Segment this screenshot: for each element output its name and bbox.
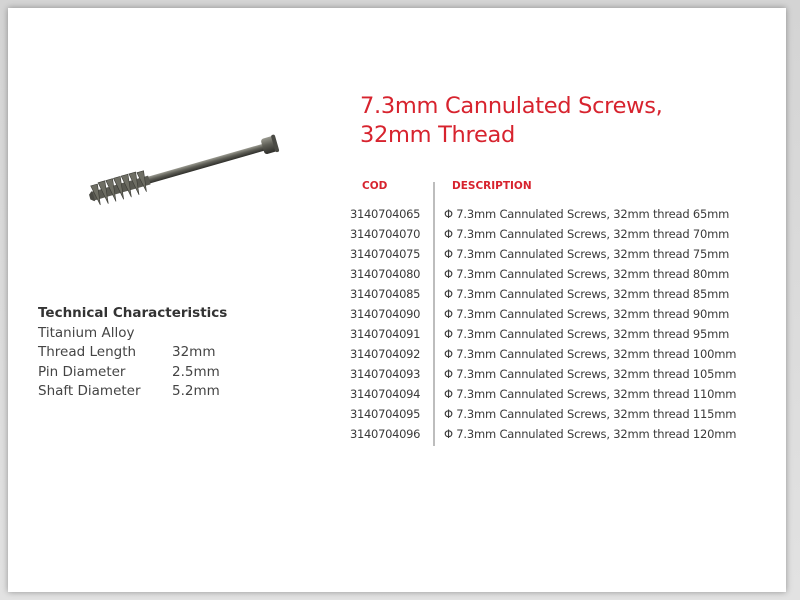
product-description: Φ 7.3mm Cannulated Screws, 32mm thread 80mm [444,267,730,281]
table-row [350,344,736,364]
product-code: 3140704092 [350,347,421,361]
product-code: 3140704070 [350,227,421,241]
spec-row-thread-length [38,343,227,363]
spec-label: Shaft Diameter [38,383,141,399]
product-code: 3140704075 [350,247,421,261]
table-row [350,284,736,304]
spec-label: Thread Length [38,344,137,360]
table-row [350,224,736,244]
product-description: Φ 7.3mm Cannulated Screws, 32mm thread 85mm [444,287,730,301]
screw-icon [86,130,286,210]
code-column-header: COD [362,180,388,192]
product-description: Φ 7.3mm Cannulated Screws, 32mm thread 95mm [444,327,730,341]
product-description: Φ 7.3mm Cannulated Screws, 32mm thread 75mm [444,247,730,261]
spec-value: 5.2mm [172,383,220,399]
product-title-line2: 32mm Thread [360,122,515,148]
spec-row-shaft-diameter [38,382,227,402]
product-code: 3140704091 [350,327,421,341]
table-row [350,424,736,444]
table-row [350,384,736,404]
product-table [350,204,736,444]
spec-value: 2.5mm [172,363,220,380]
spec-value: 32mm [172,344,216,360]
product-description: Φ 7.3mm Cannulated Screws, 32mm thread 65mm [444,207,730,221]
product-code: 3140704096 [350,427,421,441]
table-row [350,404,736,424]
table-row [350,304,736,324]
product-title-line1: 7.3mm Cannulated Screws, [360,93,663,119]
table-row [350,364,736,384]
specs-heading: Technical Characteristics [38,305,228,321]
product-description: Φ 7.3mm Cannulated Screws, 32mm thread 105mm [444,367,737,381]
product-code: 3140704093 [350,367,421,381]
product-description: Φ 7.3mm Cannulated Screws, 32mm thread 110mm [444,387,737,401]
product-code: 3140704085 [350,287,421,301]
product-code: 3140704065 [350,207,421,221]
product-code: 3140704094 [350,387,421,401]
description-column-header: DESCRIPTION [452,180,532,192]
product-code: 3140704095 [350,407,421,421]
specs-material: Titanium Alloy [38,324,135,341]
table-row [350,244,736,264]
product-description: Φ 7.3mm Cannulated Screws, 32mm thread 90mm [444,307,730,321]
product-description: Φ 7.3mm Cannulated Screws, 32mm thread 100mm [444,347,737,361]
table-row [350,204,736,224]
product-description: Φ 7.3mm Cannulated Screws, 32mm thread 120mm [444,427,737,441]
product-description: Φ 7.3mm Cannulated Screws, 32mm thread 70mm [444,227,730,241]
product-title [360,92,780,150]
technical-characteristics [38,304,227,402]
spec-label: Pin Diameter [38,363,126,380]
product-code: 3140704090 [350,307,421,321]
spec-row-pin-diameter [38,363,227,383]
product-description: Φ 7.3mm Cannulated Screws, 32mm thread 115mm [444,407,737,421]
product-code: 3140704080 [350,267,421,281]
table-row [350,264,736,284]
table-row [350,324,736,344]
